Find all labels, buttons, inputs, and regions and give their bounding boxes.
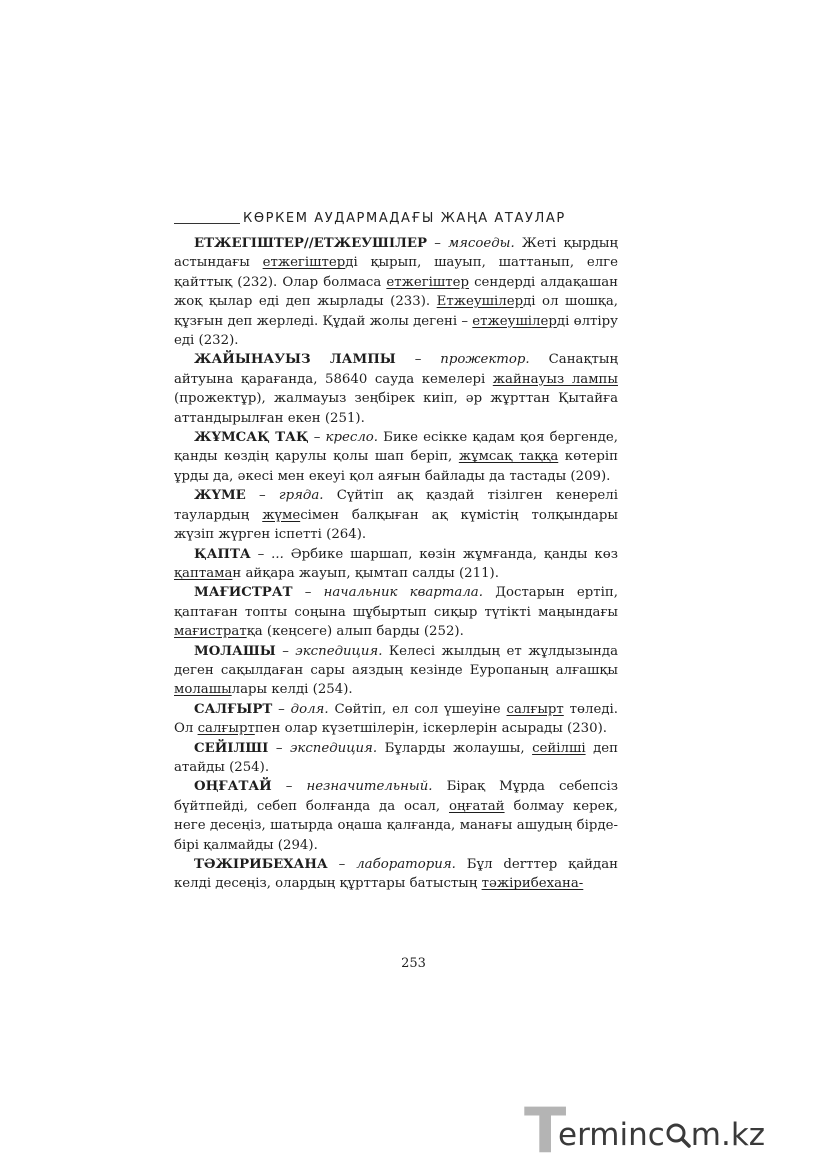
underlined-term: жұмсақ таққа [458, 449, 559, 465]
entry-term: СЕЙІЛШІ [194, 740, 269, 756]
dictionary-entry: ЖҰМСАҚ ТАҚ – кресло. Бике есікке қадам қоя бергенде, қанды көздің қарулы қолы шап беріп, жұмсақ таққа көтеріп ұрды да, әкесі мен екеуі қол аяғын байлады да тастады (209). [174, 430, 618, 484]
dictionary-entry: МАҒИСТРАТ – начальник квартала. Достарын ертіп, қаптаған топты соңына шұбыртып сиқыр түтікті маңындағы мағистратқа (кеңсеге) алып барды (252). [174, 585, 618, 640]
entry-term: ЖҰМСАҚ ТАҚ [194, 430, 309, 446]
underlined-term: сейілші [532, 740, 586, 756]
entry-term: ҚАПТА [194, 546, 251, 562]
entry-translation: кресло. [325, 430, 379, 446]
dictionary-entry: САЛҒЫРТ – доля. Сөйтіп, ел сол үшеуіне салғырт төледі. Ол салғыртпен олар күзетшілерін, іскерлерін асырады (230). [174, 701, 618, 737]
underlined-term: етжегіштер [262, 255, 346, 271]
underlined-term: жайнауыз лампы [492, 371, 618, 387]
entry-term: МАҒИСТРАТ [194, 585, 293, 601]
running-title: КӨРКЕМ АУДАРМАДАҒЫ ЖАҢА АТАУЛАР [243, 211, 566, 226]
underlined-term: салғырт [506, 701, 564, 717]
underlined-term: мағистрат [174, 624, 247, 640]
underlined-term: оңғатай [448, 798, 505, 814]
underlined-term: молашы [174, 682, 232, 698]
logo-initial: T [524, 1094, 567, 1167]
dictionary-entry: ЖҮМЕ – гряда. Сүйтіп ақ қаздай тізілген кенерелі таулардың жүмесімен балқыған ақ күмістің толқындары жүзіп жүрген іспетті (264). [174, 488, 618, 543]
entry-translation: прожектор. [440, 352, 530, 368]
entry-translation: незначительный. [306, 779, 433, 795]
entry-translation: экспедиция. [295, 643, 383, 659]
entry-term: ЖҮМЕ [194, 488, 246, 504]
running-header [174, 211, 618, 226]
entry-term: САЛҒЫРТ [194, 701, 273, 717]
entry-translation: начальник квартала. [323, 585, 483, 601]
entry-translation: экспедиция. [289, 740, 378, 756]
dictionary-entry: МОЛАШЫ – экспедиция. Келесі жылдың ет жұлдызында деген сақылдаған сары аяздың кезінде Еуропаның алғашқы молашылары келді (254). [174, 643, 618, 698]
entry-translation: ... [271, 546, 284, 562]
logo-wordmark: erminc m.kz [558, 1117, 766, 1153]
magnifier-icon [665, 1122, 691, 1148]
entry-term: ТӘЖІРИБЕХАНА [194, 857, 328, 872]
entry-term: МОЛАШЫ [194, 643, 276, 659]
entry-translation: лаборатория. [356, 857, 456, 872]
dictionary-entry: ЖАЙЫНАУЫЗ ЛАМПЫ – прожектор. Санақтың айтуына қарағанда, 58640 сауда кемелері жайнауыз лампы (прожектұр), жалмауыз зеңбірек киіп, әр жұрттан Қытайға аттандырылған екен (251). [174, 352, 619, 426]
dictionary-entry: СЕЙІЛШІ – экспедиция. Бұларды жолаушы, сейілші деп атайды (254). [174, 740, 618, 775]
header-rule [174, 223, 240, 224]
underlined-term: салғырт [197, 721, 255, 737]
underlined-term: қаптама [174, 565, 233, 581]
entry-translation: доля. [290, 701, 329, 717]
entry-term: ОҢҒАТАЙ [194, 779, 272, 795]
underlined-term: тәжірибехана- [481, 876, 584, 892]
page-number: 253 [401, 956, 426, 971]
entry-translation: мясоеды. [448, 236, 515, 251]
dictionary-entry: ЕТЖЕГІШТЕР//ЕТЖЕУШІЛЕР – мясоеды. Жеті қырдың астындағы етжегіштерді қырып, шауып, шаттанып, елге қайттық (232). Олар болмаса етжегіштер сендерді алдақашан жоқ қылар еді деп жырлады (233). Етжеушілерді ол шошқа, құзғын деп жерледі. Құдай жолы дегені – етжеушілерді өлтіру еді (232). [174, 236, 618, 349]
entry-translation: гряда. [278, 488, 324, 504]
underlined-term: Етжеушілер [436, 294, 524, 310]
termincom-logo[interactable] [524, 1094, 814, 1167]
dictionary-entry: ТӘЖІРИБЕХАНА – лаборатория. Бұл derттер қайдан келді десеңіз, олардың құрттары батыстың тәжірибехана- [174, 857, 618, 892]
underlined-term: етжегіштер [386, 274, 470, 290]
underlined-term: етжеушілер [472, 313, 557, 329]
entry-term: ЖАЙЫНАУЫЗ ЛАМПЫ [194, 352, 396, 368]
underlined-term: жүме [262, 507, 301, 523]
dictionary-entry: ҚАПТА – ... Әрбике шаршап, көзін жұмғанда, қанды көз қаптаман айқара жауып, қымтап салды (211). [174, 546, 618, 581]
entry-term: ЕТЖЕГІШТЕР//ЕТЖЕУШІЛЕР [194, 236, 427, 251]
dictionary-entry: ОҢҒАТАЙ – незначительный. Бірақ Мұрда себепсіз бүйтпейді, себеп болғанда да осал, оңғатай болмау керек, неге десеңіз, шатырда оңаша қалғанда, манағы ашудың бірде-бірі қалмайды (294). [174, 779, 618, 853]
dictionary-body [174, 234, 618, 894]
